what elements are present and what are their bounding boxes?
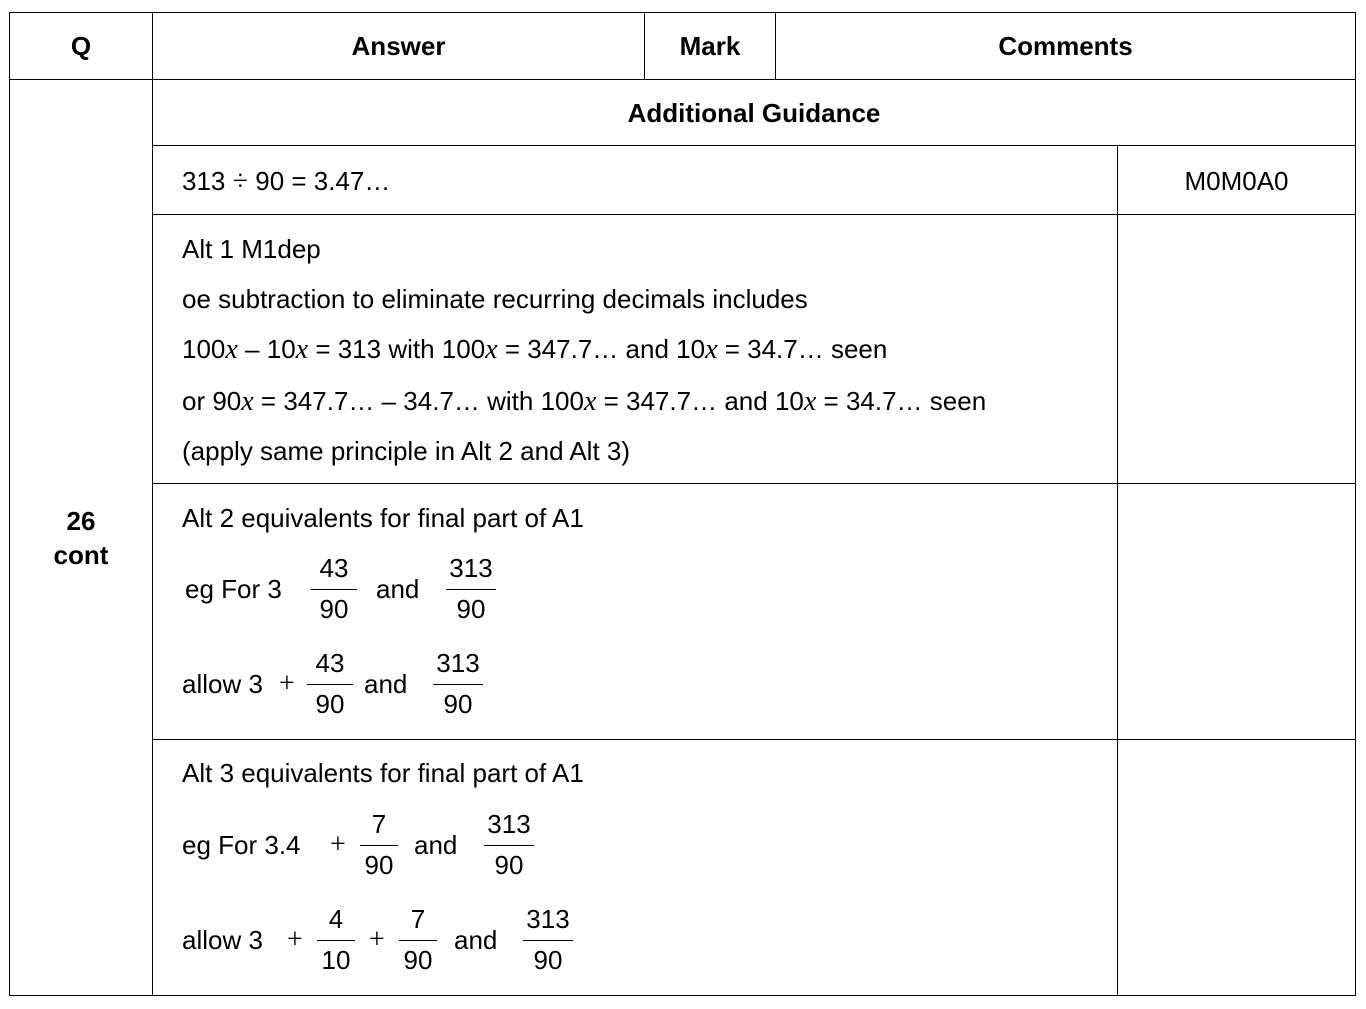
table-left-border <box>9 12 10 996</box>
numerator: 7 <box>410 904 426 934</box>
fraction-bar <box>360 845 398 846</box>
row1-bottom-border <box>152 214 1356 215</box>
plus-sign: + <box>287 924 303 955</box>
alt2-allow-label: allow 3 <box>182 669 263 699</box>
alt1-equation-2 <box>182 388 986 416</box>
alt3-heading: Alt 3 equivalents for final part of A1 <box>182 758 584 788</box>
alt3-and-2: and <box>454 925 498 955</box>
fraction-bar <box>433 684 483 685</box>
row1-result: 90 = 3.47… <box>255 166 391 196</box>
header-bottom-border <box>9 79 1356 80</box>
variable-x: x <box>241 386 254 417</box>
alt3-allow-label: allow 3 <box>182 925 263 955</box>
guidance-title-border <box>152 145 1356 146</box>
eq-part: = 347.7… – 34.7… with 100 <box>253 386 584 416</box>
fraction-bar <box>311 589 357 590</box>
alt2-eg-label: eg For 3 <box>185 574 282 604</box>
denominator: 90 <box>456 594 486 624</box>
eq-part: or 90 <box>182 386 242 416</box>
plus-sign: + <box>369 924 385 955</box>
header-mark: Mark <box>679 30 741 61</box>
eq-part: = 313 with 100 <box>308 334 486 364</box>
table-right-border <box>1355 12 1356 996</box>
numerator: 4 <box>328 904 344 934</box>
denominator: 90 <box>443 689 473 719</box>
numerator: 313 <box>526 904 570 934</box>
alt2-and-2: and <box>364 669 408 699</box>
numerator: 313 <box>487 809 531 839</box>
denominator: 10 <box>321 945 351 975</box>
table-bottom-border <box>9 995 1356 996</box>
fraction-bar <box>317 940 355 941</box>
eq-part: – 10 <box>237 334 296 364</box>
question-number: 26 <box>66 506 96 536</box>
header-answer: Answer <box>351 30 446 61</box>
numerator: 7 <box>371 809 387 839</box>
denominator: 90 <box>533 945 563 975</box>
denominator: 90 <box>319 594 349 624</box>
variable-x: x <box>705 334 718 365</box>
alt1-equation-1 <box>182 336 887 364</box>
eq-part: = 34.7… seen <box>717 334 888 364</box>
denominator: 90 <box>494 850 524 880</box>
row1-dividend: 313 <box>182 166 226 196</box>
guidance-title: Additional Guidance <box>627 98 881 128</box>
alt1-note: (apply same principle in Alt 2 and Alt 3) <box>182 436 631 466</box>
variable-x: x <box>295 334 309 365</box>
alt3-eg-label: eg For 3.4 <box>182 830 301 860</box>
fraction-bar <box>446 589 496 590</box>
eq-part: = 34.7… seen <box>816 386 987 416</box>
guidance-mark-column-border <box>1117 145 1118 996</box>
alt3-and-1: and <box>414 830 458 860</box>
fraction-bar <box>523 940 573 941</box>
denominator: 90 <box>403 945 433 975</box>
alt2-heading: Alt 2 equivalents for final part of A1 <box>182 503 584 533</box>
row1-mark: M0M0A0 <box>1184 166 1289 196</box>
divide-sign: ÷ <box>232 166 248 197</box>
fraction-bar <box>484 845 534 846</box>
fraction-bar <box>307 684 353 685</box>
alt1-description: oe subtraction to eliminate recurring decimals includes <box>182 284 808 314</box>
eq-part: = 347.7… and 10 <box>596 386 804 416</box>
variable-x: x <box>803 386 817 417</box>
alt2-and-1: and <box>376 574 420 604</box>
variable-x: x <box>583 386 597 417</box>
alt1-bottom-border <box>152 483 1356 484</box>
question-suffix: cont <box>53 540 109 570</box>
header-comments: Comments <box>998 30 1133 61</box>
numerator: 43 <box>319 553 349 583</box>
numerator: 43 <box>315 648 345 678</box>
variable-x: x <box>485 334 498 365</box>
denominator: 90 <box>364 850 394 880</box>
denominator: 90 <box>315 689 345 719</box>
row1-answer <box>182 168 390 196</box>
fraction-bar <box>399 940 437 941</box>
eq-part: = 347.7… and 10 <box>497 334 706 364</box>
eq-part: 100 <box>182 334 226 364</box>
plus-sign: + <box>279 668 295 699</box>
variable-x: x <box>225 334 238 365</box>
alt1-heading: Alt 1 M1dep <box>182 234 321 264</box>
header-q: Q <box>70 30 92 61</box>
numerator: 313 <box>449 553 493 583</box>
numerator: 313 <box>436 648 480 678</box>
q-column-border <box>152 12 153 996</box>
alt2-bottom-border <box>152 739 1356 740</box>
plus-sign: + <box>330 829 346 860</box>
